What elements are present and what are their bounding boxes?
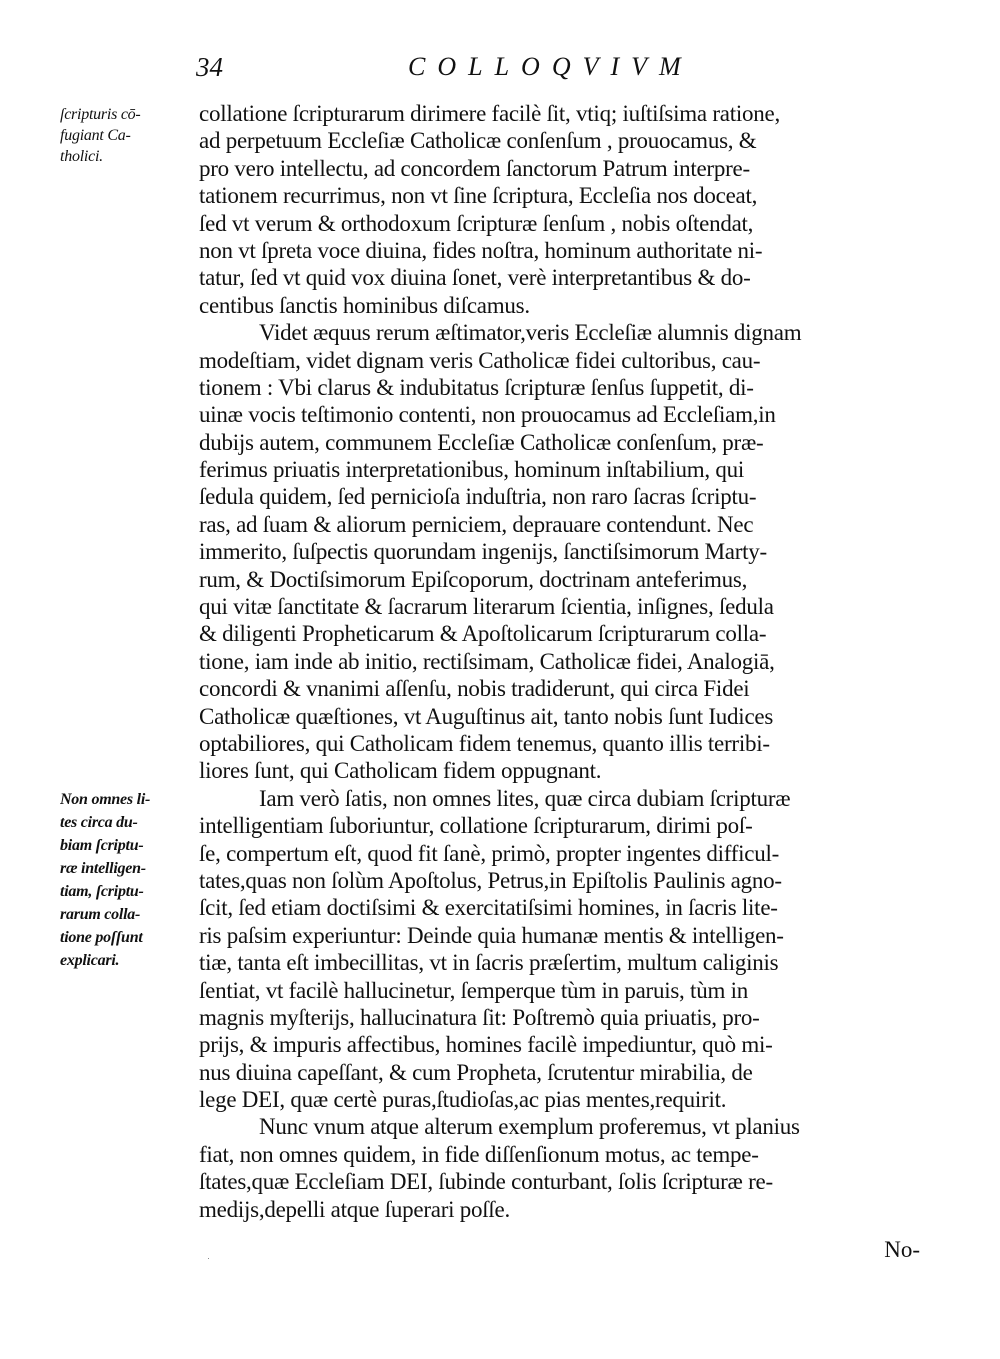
page-number: 34 — [196, 52, 223, 82]
text-line: collatione ſcripturarum dirimere facilè ſit, vtiq; iuſtiſsima ratione, — [199, 101, 780, 126]
text-line: nus diuina capeſſant, & cum Propheta, ſcrutentur mirabilia, de — [199, 1059, 753, 1085]
paragraph-4 — [199, 1113, 921, 1223]
margin-note-line: Non omnes li- — [60, 791, 151, 808]
text-line: tates,quas non ſolùm Apoſtolus, Petrus,in Epiſtolis Paulinis agno- — [199, 867, 782, 893]
text-line: tione, iam inde ab initio, rectiſsimam, Catholicæ fidei, Analogiā, — [199, 648, 775, 674]
margin-note-line: tholici. — [60, 148, 103, 165]
text-line: ſedula quidem, ſed pernicioſa induſtria, non raro ſacras ſcriptu- — [199, 484, 757, 510]
body-text — [199, 100, 921, 1223]
margin-note-2 — [60, 788, 190, 972]
margin-note-line: biam ſcriptu- — [60, 837, 144, 854]
text-line: ſtates,quæ Eccleſiam DEI, ſubinde conturbant, ſolis ſcripturæ re- — [199, 1169, 773, 1195]
text-line: tionem : Vbi clarus & indubitatus ſcripturæ ſenſus ſuppetit, di- — [199, 374, 754, 400]
text-line: ſentiat, vt facilè hallucinetur, ſemperque tùm in paruis, tùm in — [199, 977, 748, 1003]
text-line: ad perpetuum Eccleſiæ Catholicæ conſenſum , prouocamus, & — [199, 128, 757, 154]
text-line: Catholicæ quæſtiones, vt Auguſtinus ait, tanto nobis ſunt Iudices — [199, 703, 774, 729]
text-line: lege DEI, quæ certè puras,ſtudioſas,ac pias mentes,requirit. — [199, 1087, 727, 1113]
text-line: concordi & vnanimi aſſenſu, nobis tradiderunt, qui circa Fidei — [199, 676, 750, 702]
text-line: tationem recurrimus, non vt ſine ſcriptura, Eccleſia nos doceat, — [199, 183, 758, 209]
catchword: No- — [884, 1237, 920, 1262]
text-line: Nunc vnum atque alterum exemplum proferemus, vt planius — [259, 1114, 800, 1140]
paragraph-2 — [199, 319, 921, 785]
text-line: ſed vt verum & orthodoxum ſcripturæ ſenſum , nobis oſtendat, — [199, 210, 754, 236]
paragraph-3 — [199, 785, 921, 1114]
page-header — [196, 52, 736, 92]
text-line: rum, & Doctiſsimorum Epiſcoporum, doctrinam anteferimus, — [199, 566, 748, 592]
text-line: Videt æquus rerum æſtimator,veris Eccleſiæ alumnis dignam — [259, 320, 802, 346]
text-line: dubijs autem, communem Eccleſiæ Catholicæ conſenſum, præ- — [199, 429, 764, 455]
text-line: pro vero intellectu, ad concordem ſanctorum Patrum interpre- — [199, 155, 750, 181]
text-line: modeſtiam, videt dignam veris Catholicæ fidei cultoribus, cau- — [199, 347, 761, 373]
margin-note-line: ræ intelligen- — [60, 860, 146, 877]
text-line: non vt ſpreta voce diuina, fides noſtra, hominum authoritate ni- — [199, 237, 763, 263]
margin-note-line: tione poſſunt — [60, 929, 143, 946]
text-line: immerito, ſuſpectis quorundam ingenijs, ſanctiſsimorum Marty- — [199, 539, 767, 565]
paragraph-1 — [199, 100, 921, 319]
text-line: tatur, ſed vt quid vox diuina ſonet, verè interpretantibus & do- — [199, 265, 751, 291]
margin-note-line: tes circa du- — [60, 814, 138, 831]
text-line: ras, ad ſuam & aliorum perniciem, deprauare contendunt. Nec — [199, 511, 754, 537]
text-line: liores ſunt, qui Catholicam fidem oppugnant. — [199, 758, 602, 784]
text-line: medijs,depelli atque ſuperari poſſe. — [199, 1196, 510, 1222]
text-line: intelligentiam ſuboriuntur, collatione ſcripturarum, dirimi poſ- — [199, 813, 753, 839]
margin-note-line: tiam, ſcriptu- — [60, 883, 144, 900]
text-line: ſcit, ſed etiam doctiſsimi & exercitatiſsimi homines, in ſacris lite- — [199, 895, 778, 921]
text-line: ſe, compertum eſt, quod fit ſanè, primò, propter ingentes difficul- — [199, 840, 780, 866]
text-line: fiat, non omnes quidem, in fide diſſenſionum motus, ac tempe- — [199, 1141, 759, 1167]
text-line: Iam verò ſatis, non omnes lites, quæ circa dubiam ſcripturæ — [259, 785, 791, 811]
margin-note-line: explicari. — [60, 952, 120, 969]
text-line: qui vitæ ſanctitate & ſacrarum literarum ſcientia, inſignes, ſedula — [199, 594, 774, 620]
margin-note-line: rarum colla- — [60, 906, 141, 923]
print-speck — [208, 1258, 209, 1259]
margin-note-line: fugiant Ca- — [60, 127, 131, 144]
text-line: magnis myſterijs, hallucinatura ſit: Poſtremò quia priuatis, pro- — [199, 1004, 760, 1030]
text-line: & diligenti Propheticarum & Apoſtolicarum ſcripturarum colla- — [199, 621, 767, 647]
text-line: ris paſsim experiuntur: Deinde quia humanæ mentis & intelligen- — [199, 922, 784, 948]
text-line: prijs, & impuris affectibus, homines facilè impediuntur, quò mi- — [199, 1032, 773, 1058]
text-line: uinæ vocis teſtimonio contenti, non prouocamus ad Eccleſiam,in — [199, 402, 776, 428]
text-line: centibus ſanctis hominibus diſcamus. — [199, 292, 530, 318]
margin-note-line: ſcripturis cō- — [60, 106, 141, 123]
margin-note-1 — [60, 104, 190, 167]
text-line: tiæ, tanta eſt imbecillitas, vt in ſacris præſertim, multum caliginis — [199, 950, 779, 976]
text-line: ferimus priuatis interpretationibus, hominum inſtabilium, qui — [199, 457, 744, 483]
running-title: COLLOQVIVM — [408, 52, 693, 81]
text-line: optabiliores, qui Catholicam fidem tenemus, quanto illis terribi- — [199, 730, 770, 756]
